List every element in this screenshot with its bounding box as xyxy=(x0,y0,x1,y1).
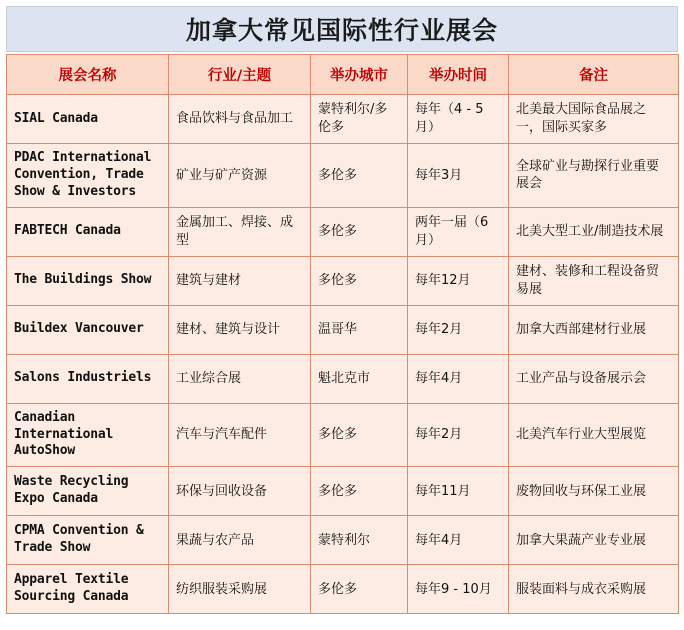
cell-time: 每年（4 - 5月） xyxy=(408,95,509,144)
cell-industry: 建筑与建材 xyxy=(169,256,311,305)
cell-note: 工业产品与设备展示会 xyxy=(509,354,679,403)
cell-industry: 纺织服装采购展 xyxy=(169,565,311,614)
cell-name: PDAC International Convention, Trade Show & Investors xyxy=(7,144,169,208)
cell-name: CPMA Convention & Trade Show xyxy=(7,516,169,565)
column-header-industry: 行业/主题 xyxy=(169,55,311,95)
table-header-row xyxy=(7,55,679,95)
cell-time: 每年11月 xyxy=(408,467,509,516)
cell-industry: 建材、建筑与设计 xyxy=(169,305,311,354)
column-header-city: 举办城市 xyxy=(311,55,408,95)
column-header-note: 备注 xyxy=(509,55,679,95)
cell-city: 多伦多 xyxy=(311,207,408,256)
cell-city: 多伦多 xyxy=(311,144,408,208)
cell-city: 蒙特利尔/多伦多 xyxy=(311,95,408,144)
cell-note: 北美大型工业/制造技术展 xyxy=(509,207,679,256)
cell-name: Salons Industriels xyxy=(7,354,169,403)
table-body xyxy=(7,95,679,614)
cell-city: 魁北克市 xyxy=(311,354,408,403)
cell-note: 服装面料与成衣采购展 xyxy=(509,565,679,614)
cell-note: 加拿大果蔬产业专业展 xyxy=(509,516,679,565)
table-row xyxy=(7,144,679,208)
cell-time: 每年3月 xyxy=(408,144,509,208)
cell-time: 每年2月 xyxy=(408,305,509,354)
cell-name: Canadian International AutoShow xyxy=(7,403,169,467)
cell-name: Waste Recycling Expo Canada xyxy=(7,467,169,516)
cell-industry: 金属加工、焊接、成型 xyxy=(169,207,311,256)
cell-name: FABTECH Canada xyxy=(7,207,169,256)
cell-name: Buildex Vancouver xyxy=(7,305,169,354)
cell-note: 全球矿业与勘探行业重要展会 xyxy=(509,144,679,208)
table-header xyxy=(7,55,679,95)
cell-name: Apparel Textile Sourcing Canada xyxy=(7,565,169,614)
cell-city: 多伦多 xyxy=(311,403,408,467)
cell-note: 加拿大西部建材行业展 xyxy=(509,305,679,354)
cell-time: 每年9 - 10月 xyxy=(408,565,509,614)
cell-time: 每年12月 xyxy=(408,256,509,305)
cell-note: 北美最大国际食品展之一，国际买家多 xyxy=(509,95,679,144)
cell-city: 温哥华 xyxy=(311,305,408,354)
cell-industry: 食品饮料与食品加工 xyxy=(169,95,311,144)
table-row xyxy=(7,516,679,565)
page-title: 加拿大常见国际性行业展会 xyxy=(185,16,498,45)
cell-time: 两年一届（6月） xyxy=(408,207,509,256)
cell-note: 建材、装修和工程设备贸易展 xyxy=(509,256,679,305)
cell-city: 多伦多 xyxy=(311,256,408,305)
cell-city: 多伦多 xyxy=(311,565,408,614)
cell-industry: 工业综合展 xyxy=(169,354,311,403)
cell-industry: 汽车与汽车配件 xyxy=(169,403,311,467)
table-row xyxy=(7,565,679,614)
cell-note: 北美汽车行业大型展览 xyxy=(509,403,679,467)
table-row xyxy=(7,403,679,467)
cell-note: 废物回收与环保工业展 xyxy=(509,467,679,516)
cell-time: 每年2月 xyxy=(408,403,509,467)
column-header-name: 展会名称 xyxy=(7,55,169,95)
exhibitions-table xyxy=(6,54,679,614)
cell-name: The Buildings Show xyxy=(7,256,169,305)
table-row xyxy=(7,207,679,256)
cell-industry: 矿业与矿产资源 xyxy=(169,144,311,208)
cell-city: 多伦多 xyxy=(311,467,408,516)
cell-industry: 果蔬与农产品 xyxy=(169,516,311,565)
cell-name: SIAL Canada xyxy=(7,95,169,144)
table-row xyxy=(7,354,679,403)
page-title-bar xyxy=(6,6,678,52)
cell-city: 蒙特利尔 xyxy=(311,516,408,565)
cell-industry: 环保与回收设备 xyxy=(169,467,311,516)
cell-time: 每年4月 xyxy=(408,354,509,403)
column-header-time: 举办时间 xyxy=(408,55,509,95)
cell-time: 每年4月 xyxy=(408,516,509,565)
table-row xyxy=(7,305,679,354)
table-row xyxy=(7,256,679,305)
table-row xyxy=(7,95,679,144)
table-row xyxy=(7,467,679,516)
